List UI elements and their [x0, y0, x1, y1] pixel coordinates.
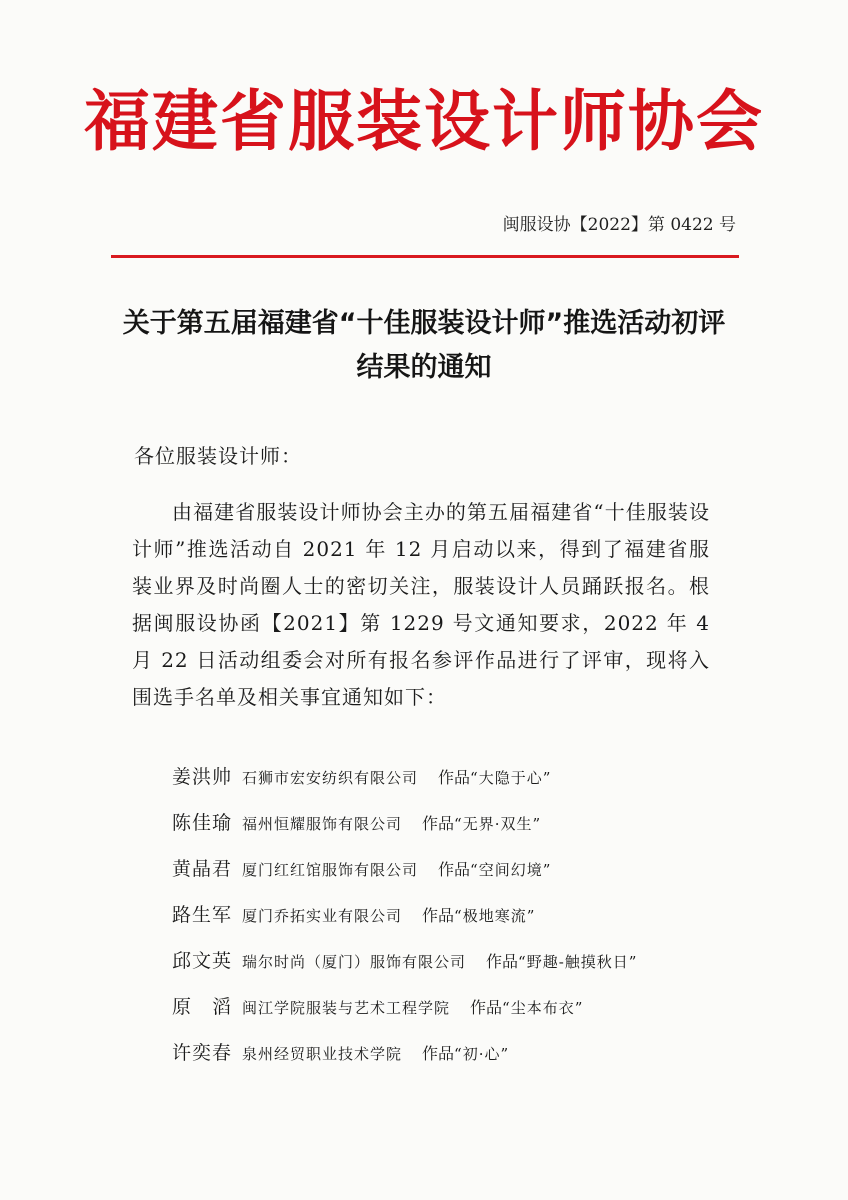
designer-organization: 福州恒耀服饰有限公司	[242, 815, 403, 833]
notice-title: 关于第五届福建省“十佳服装设计师”推选活动初评结果的通知	[122, 308, 726, 383]
roster-row	[172, 992, 732, 1038]
designer-name: 邱文英	[172, 950, 233, 972]
roster-row	[172, 900, 732, 946]
document-number: 闽服设协【2022】第 0422 号	[502, 215, 736, 235]
designer-organization: 泉州经贸职业技术学院	[242, 1045, 403, 1063]
designer-organization: 石狮市宏安纺织有限公司	[242, 769, 419, 787]
roster-row	[172, 808, 732, 854]
designer-name: 原 滔	[172, 996, 233, 1018]
designer-name: 许奕春	[172, 1042, 233, 1064]
work-title: “无界·双生”	[454, 815, 542, 833]
work-label: 作品	[438, 860, 471, 879]
work-label: 作品	[422, 906, 455, 925]
designer-name: 黄晶君	[172, 858, 233, 880]
work-label: 作品	[422, 1044, 455, 1063]
red-divider-line	[111, 255, 739, 258]
designer-name: 姜洪帅	[172, 766, 233, 788]
finalist-roster	[172, 762, 732, 1084]
designer-name: 陈佳瑜	[172, 812, 233, 834]
roster-row	[172, 1038, 732, 1084]
roster-row	[172, 762, 732, 808]
work-title: “初·心”	[454, 1045, 510, 1063]
designer-name: 路生军	[172, 904, 233, 926]
work-title: “尘本布衣”	[502, 999, 584, 1017]
work-title: “空间幻境”	[470, 861, 552, 879]
org-letterhead-title: 福建省服装设计师协会	[84, 82, 764, 160]
body-paragraph: 由福建省服装设计师协会主办的第五届福建省“十佳服装设计师”推选活动自 2021 年 12 月启动以来，得到了福建省服装业界及时尚圈人士的密切关注，服装设计人员踊跃报名。根据闽服设协函【2021】第 1229 号文通知要求，2022 年 4 月 22 日活动组委会对所有报名参评作品进行了评审，现将入围选手名单及相关事宜通知如下：	[132, 500, 710, 709]
designer-organization: 厦门红红馆服饰有限公司	[242, 861, 419, 879]
designer-organization: 厦门乔拓实业有限公司	[242, 907, 403, 925]
roster-row	[172, 854, 732, 900]
work-label: 作品	[486, 952, 519, 971]
work-title: “大隐于心”	[470, 769, 552, 787]
work-label: 作品	[422, 814, 455, 833]
designer-organization: 闽江学院服装与艺术工程学院	[242, 999, 451, 1017]
designer-organization: 瑞尔时尚（厦门）服饰有限公司	[242, 953, 467, 971]
work-label: 作品	[438, 768, 471, 787]
work-label: 作品	[470, 998, 503, 1017]
salutation: 各位服装设计师：	[134, 444, 302, 468]
work-title: “野趣-触摸秋日”	[518, 953, 638, 971]
roster-row	[172, 946, 732, 992]
work-title: “极地寒流”	[454, 907, 536, 925]
